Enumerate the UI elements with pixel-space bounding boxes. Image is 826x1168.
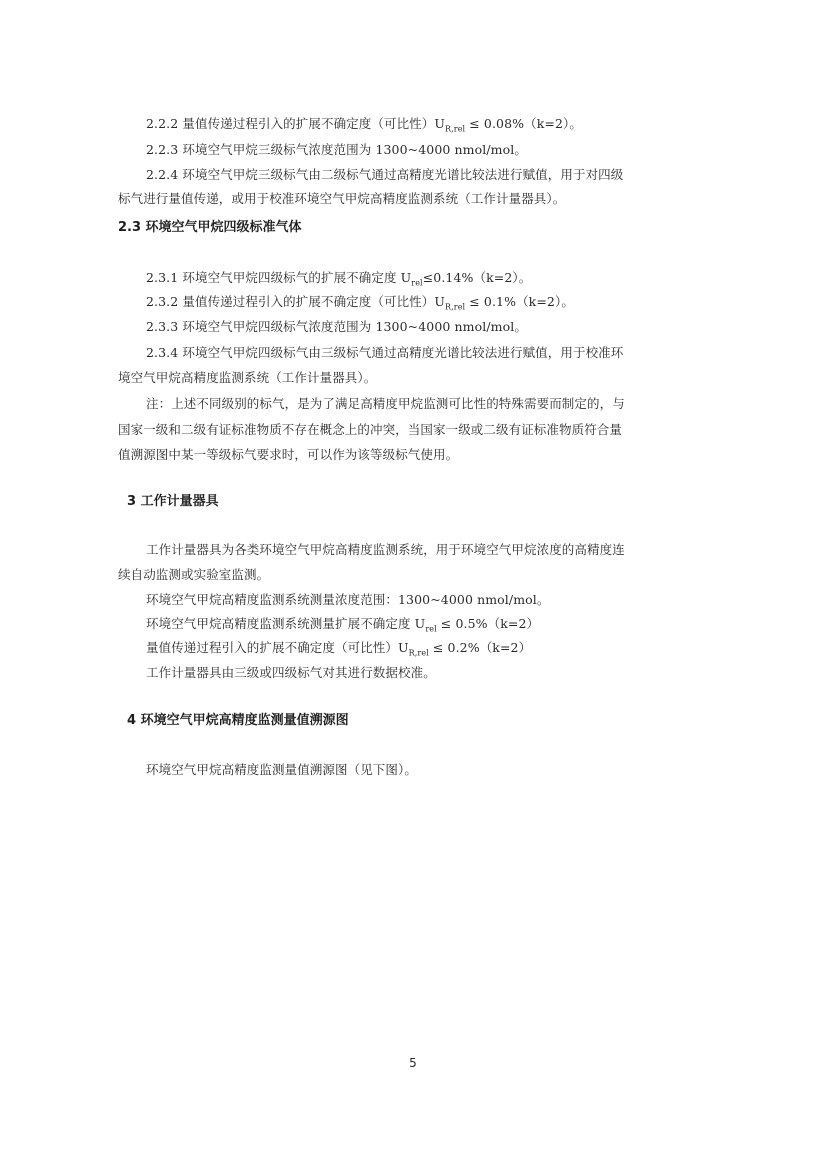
paragraph-2-3-4-line2: 境空气甲烷高精度监测系统（工作计量器具）。 bbox=[118, 370, 377, 385]
note-line3: 值溯源图中某一等级标气要求时，可以作为该等级标气使用。 bbox=[118, 447, 459, 462]
section-heading-4: 4 环境空气甲烷高精度监测量值溯源图 bbox=[127, 713, 349, 728]
paragraph-2-2-2 bbox=[146, 114, 708, 140]
text: ≤ 0.2%（k=2） bbox=[428, 640, 532, 655]
text: ≤ 0.08%（k=2）。 bbox=[465, 116, 582, 131]
paragraph-4: 环境空气甲烷高精度监测量值溯源图（见下图）。 bbox=[146, 762, 417, 777]
subscript: rel bbox=[411, 278, 423, 288]
page-number: 5 bbox=[409, 1056, 417, 1070]
text: ≤0.14%（k=2）。 bbox=[422, 270, 532, 285]
note-line1: 注：上述不同级别的标气，是为了满足高精度甲烷监测可比性的特殊需要而制定的，与 bbox=[146, 396, 625, 411]
paragraph-3-comparability bbox=[146, 638, 708, 664]
paragraph-3-uncertainty bbox=[146, 614, 708, 640]
paragraph-2-2-4-line2: 标气进行量值传递，或用于校准环境空气甲烷高精度监测系统（工作计量器具）。 bbox=[118, 191, 566, 206]
text: 2.3.1 环境空气甲烷四级标气的扩展不确定度 U bbox=[146, 270, 412, 285]
paragraph-3-range: 环境空气甲烷高精度监测系统测量浓度范围：1300~4000 nmol/mol。 bbox=[146, 592, 550, 607]
text: ≤ 0.1%（k=2）。 bbox=[465, 294, 574, 309]
paragraph-2-3-2 bbox=[146, 292, 708, 318]
subscript: R,rel bbox=[408, 648, 429, 658]
section-heading-3: 3 工作计量器具 bbox=[127, 494, 219, 509]
subscript: R,rel bbox=[445, 302, 466, 312]
text: 2.2.2 量值传递过程引入的扩展不确定度（可比性）U bbox=[146, 116, 446, 131]
text: 2.3.2 量值传递过程引入的扩展不确定度（可比性）U bbox=[146, 294, 446, 309]
paragraph-2-3-3: 2.3.3 环境空气甲烷四级标气浓度范围为 1300~4000 nmol/mol。 bbox=[146, 319, 527, 334]
paragraph-3-line2: 续自动监测或实验室监测。 bbox=[118, 567, 270, 582]
subscript: R,rel bbox=[445, 124, 466, 134]
paragraph-3-calibration: 工作计量器具由三级或四级标气对其进行数据校准。 bbox=[146, 665, 436, 680]
text: 量值传递过程引入的扩展不确定度（可比性）U bbox=[146, 640, 409, 655]
subscript: rel bbox=[425, 624, 437, 634]
paragraph-2-2-3: 2.2.3 环境空气甲烷三级标气浓度范围为 1300~4000 nmol/mol。 bbox=[146, 142, 527, 157]
text: 环境空气甲烷高精度监测系统测量扩展不确定度 U bbox=[146, 616, 426, 631]
note-line2: 国家一级和二级有证标准物质不存在概念上的冲突，当国家一级或二级有证标准物质符合量 bbox=[118, 422, 623, 437]
paragraph-2-3-4-line1: 2.3.4 环境空气甲烷四级标气由三级标气通过高精度光谱比较法进行赋值，用于校准环 bbox=[146, 345, 624, 360]
paragraph-2-3-1 bbox=[146, 268, 708, 294]
section-heading-2-3: 2.3 环境空气甲烷四级标准气体 bbox=[118, 220, 302, 235]
paragraph-2-2-4-line1: 2.2.4 环境空气甲烷三级标气由二级标气通过高精度光谱比较法进行赋值，用于对四级 bbox=[146, 167, 624, 182]
paragraph-3-line1: 工作计量器具为各类环境空气甲烷高精度监测系统，用于环境空气甲烷浓度的高精度连 bbox=[146, 542, 625, 557]
text: ≤ 0.5%（k=2） bbox=[436, 616, 540, 631]
